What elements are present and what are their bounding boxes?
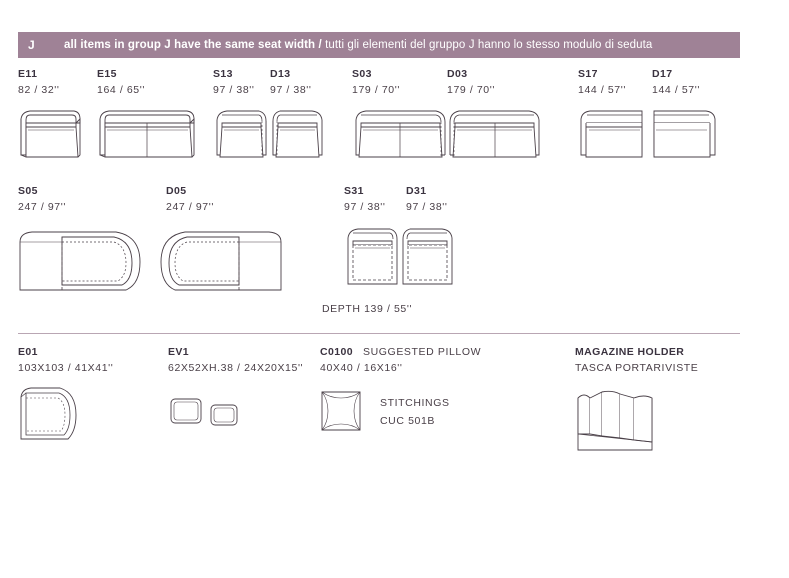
item-dim-s17: 144 / 57''	[578, 84, 626, 96]
item-dim-d17: 144 / 57''	[652, 84, 700, 96]
drawing-d05	[158, 222, 283, 294]
drawing-s05	[18, 222, 143, 294]
item-dim-s31: 97 / 38''	[344, 201, 386, 213]
item-code-s13: S13	[213, 68, 233, 80]
item-code-s05: S05	[18, 185, 38, 197]
pillow-label: SUGGESTED PILLOW	[363, 346, 482, 358]
depth-note: DEPTH 139 / 55''	[322, 303, 413, 315]
group-header-text-regular: tutti gli elementi del gruppo J hanno lo stesso modulo di seduta	[321, 39, 653, 51]
group-header-text	[64, 39, 652, 51]
section-divider	[18, 333, 740, 334]
item-code-d03: D03	[447, 68, 468, 80]
item-dim-d13: 97 / 38''	[270, 84, 312, 96]
item-dim-e11: 82 / 32''	[18, 84, 60, 96]
drawing-s13	[213, 105, 269, 167]
drawing-e11	[18, 105, 82, 167]
item-code-e15: E15	[97, 68, 117, 80]
item-code-e11: E11	[18, 68, 38, 80]
group-header-text-bold: all items in group J have the same seat width /	[64, 39, 322, 51]
group-letter: J	[28, 38, 35, 52]
item-code-d17: D17	[652, 68, 673, 80]
drawing-d17	[650, 105, 718, 167]
drawing-ev1-small	[208, 401, 240, 429]
magazine-holder-subtitle: TASCA PORTARIVISTE	[575, 362, 699, 374]
item-dim-d03: 179 / 70''	[447, 84, 495, 96]
item-code-e01: E01	[18, 346, 38, 358]
item-code-s03: S03	[352, 68, 372, 80]
drawing-d03	[447, 105, 543, 167]
stitchings-code: CUC 501B	[380, 415, 435, 427]
drawing-s03	[352, 105, 448, 167]
item-dim-d31: 97 / 38''	[406, 201, 448, 213]
item-dim-c0100: 40X40 / 16X16''	[320, 362, 403, 374]
item-code-s17: S17	[578, 68, 598, 80]
item-code-ev1: EV1	[168, 346, 190, 358]
drawing-pillow	[318, 388, 364, 434]
drawing-s31	[344, 222, 400, 294]
item-dim-s03: 179 / 70''	[352, 84, 400, 96]
item-dim-e01: 103X103 / 41X41''	[18, 362, 114, 374]
drawing-e01	[18, 383, 80, 445]
item-code-d31: D31	[406, 185, 427, 197]
item-dim-e15: 164 / 65''	[97, 84, 145, 96]
item-dim-ev1: 62X52XH.38 / 24X20X15''	[168, 362, 304, 374]
drawing-s17	[578, 105, 646, 167]
drawing-magazine-holder	[572, 388, 658, 460]
item-dim-s13: 97 / 38''	[213, 84, 255, 96]
magazine-holder-title: MAGAZINE HOLDER	[575, 346, 685, 358]
item-code-d05: D05	[166, 185, 187, 197]
stitchings-label: STITCHINGS	[380, 397, 450, 409]
item-code-d13: D13	[270, 68, 291, 80]
drawing-d31	[400, 222, 456, 294]
drawing-d13	[270, 105, 326, 167]
item-dim-d05: 247 / 97''	[166, 201, 214, 213]
group-header-bar	[18, 32, 740, 58]
drawing-e15	[97, 105, 197, 167]
item-dim-s05: 247 / 97''	[18, 201, 66, 213]
drawing-ev1-large	[168, 395, 204, 427]
item-code-s31: S31	[344, 185, 364, 197]
item-code-c0100: C0100	[320, 346, 353, 358]
